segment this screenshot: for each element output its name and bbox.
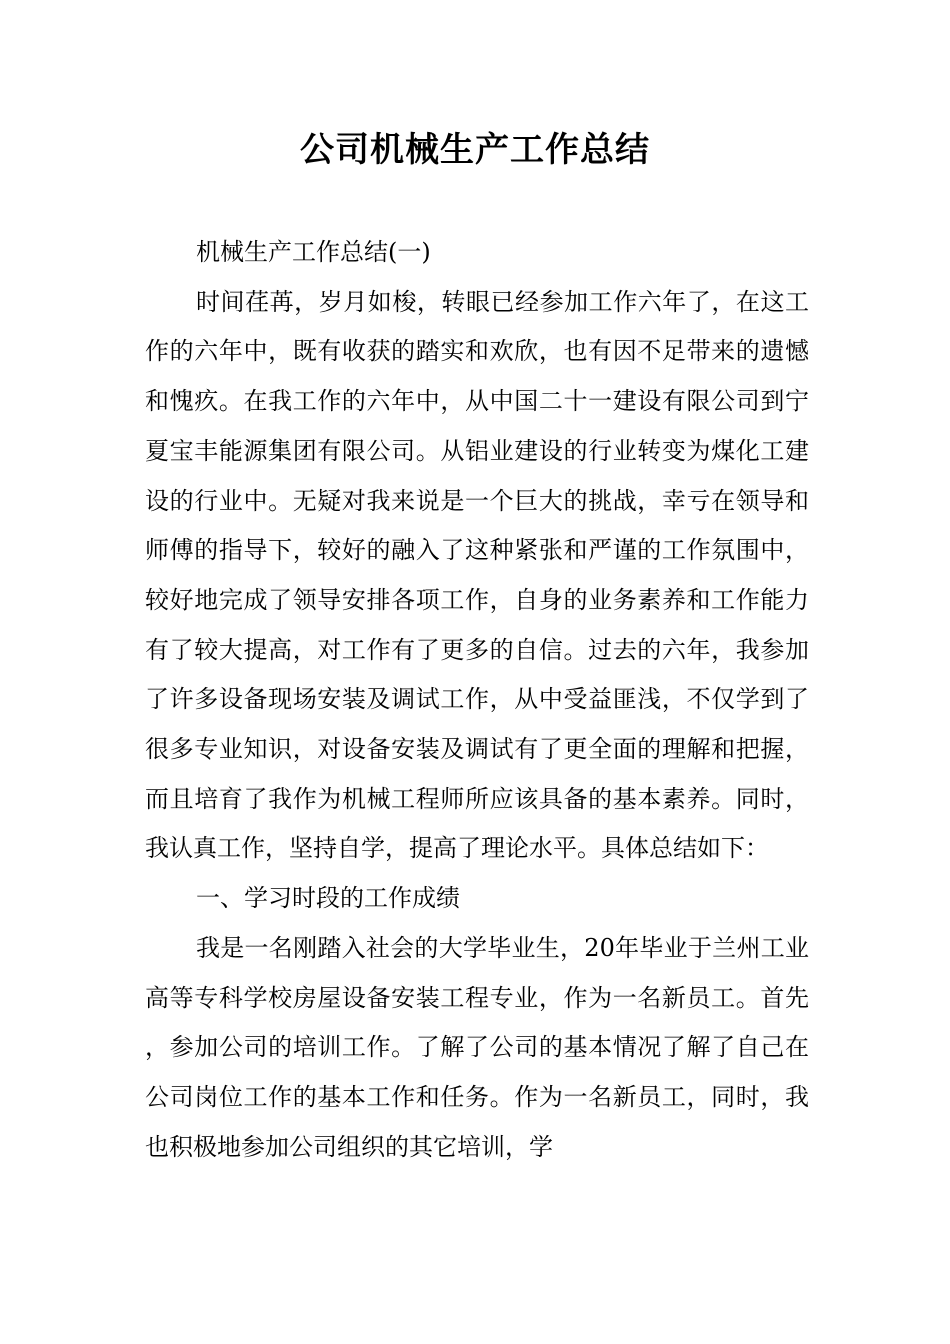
body-paragraph: 时间荏苒，岁月如梭，转眼已经参加工作六年了，在这工作的六年中，既有收获的踏实和欢欣，也有因不足带来的遗憾和愧疚。在我工作的六年中，从中国二十一建设有限公司到宁夏宝丰能源集团有限公司。从铝业建设的行业转变为煤化工建设的行业中。无疑对我来说是一个巨大的挑战，幸亏在领导和师傅的指导下，较好的融入了这种紧张和严谨的工作氛围中，较好地完成了领导安排各项工作，自身的业务素养和工作能力有了较大提高，对工作有了更多的自信。过去的六年，我参加了许多设备现场安装及调试工作，从中受益匪浅，不仅学到了很多专业知识，对设备安装及调试有了更全面的理解和把握，而且培育了我作为机械工程师所应该具备的基本素养。同时，我认真工作，坚持自学，提高了理论水平。具体总结如下： <box>145 287 809 863</box>
section-heading: 一、学习时段的工作成绩 <box>196 884 460 913</box>
document-body <box>145 228 809 1172</box>
body-paragraph: 我是一名刚踏入社会的大学毕业生，20年毕业于兰州工业高等专科学校房屋设备安装工程专业，作为一名新员工。首先，参加公司的培训工作。了解了公司的基本情况了解了自己在公司岗位工作的基本工作和任务。作为一名新员工，同时，我也积极地参加公司组织的其它培训，学 <box>145 933 809 1161</box>
section-heading: 机械生产工作总结(一) <box>196 238 431 266</box>
document-title: 公司机械生产工作总结 <box>300 130 650 170</box>
